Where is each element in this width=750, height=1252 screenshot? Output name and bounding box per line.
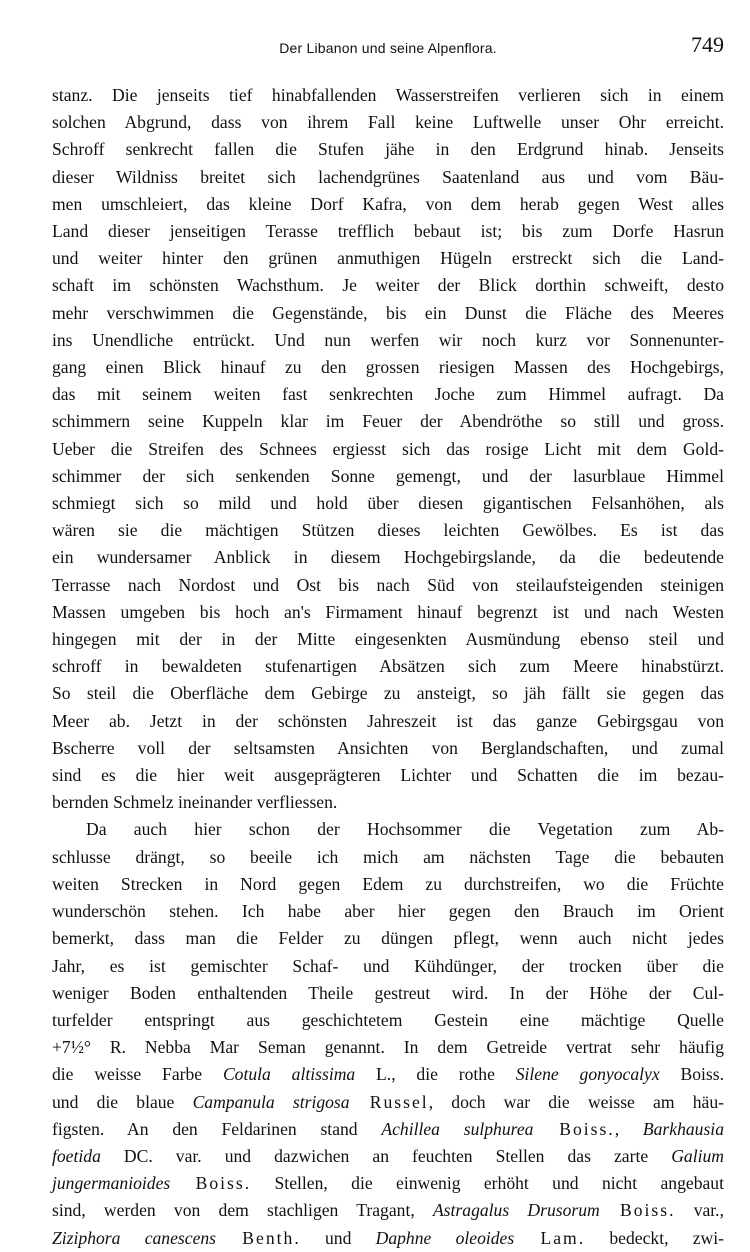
text-line: Schroff senkrecht fallen die Stufen jähe in den Erdgrund hinab. Jenseits [52, 139, 724, 160]
text-line [52, 1143, 724, 1170]
text-line: schlusse drängt, so beeile ich mich am nächsten Tage die bebauten [52, 846, 724, 867]
species-name: Achillea sulphurea [381, 1118, 534, 1139]
text-line: mehr verschwimmen die Gegenstände, bis ein Dunst die Fläche des Meeres [52, 302, 724, 323]
text-line: Terrasse nach Nordost und Ost bis nach Süd von steilaufsteigenden steinigen [52, 574, 724, 595]
text-run: und die blaue [52, 1091, 193, 1112]
text-line: wunderschön stehen. Ich habe aber hier gegen den Brauch im Orient [52, 901, 724, 922]
text-line: schimmer der sich senkenden Sonne gemengt, und der lasurblaue Himmel [52, 465, 724, 486]
text-line: Land dieser jenseitigen Terasse trefflich bebaut ist; bis zum Dorfe Hasrun [52, 221, 724, 242]
author-abbrev: Russel [349, 1091, 429, 1112]
text-line: gang einen Blick hinauf zu den grossen riesigen Massen des Hochgebirgs, [52, 357, 724, 378]
paragraph-2 [52, 816, 724, 1251]
text-line: das mit seinem weiten fast senkrechten Joche zum Himmel aufragt. Da [52, 384, 724, 405]
text-run: , doch war die weisse am häu- [428, 1091, 724, 1112]
species-name: foetida [52, 1145, 101, 1166]
text-line: Massen umgeben bis hoch an's Firmament hinauf begrenzt ist und nach Westen [52, 601, 724, 622]
running-title: Der Libanon und seine Alpenflora. [279, 40, 497, 56]
text-line: men umschleiert, das kleine Dorf Kafra, von dem herab gegen West alles [52, 193, 724, 214]
paragraph-1 [52, 82, 724, 816]
species-name: jungermanioides [52, 1173, 171, 1194]
text-line: sind es die hier weit ausgeprägteren Lichter und Schatten die im bezau- [52, 765, 724, 786]
text-line: schaft im schönsten Wachsthum. Je weiter der Blick dorthin schweift, desto [52, 275, 724, 296]
species-name: Campanula strigosa [192, 1091, 350, 1112]
text-line: hingegen mit der in der Mitte eingesenkten Ausmündung ebenso steil und [52, 629, 724, 650]
text-line: stanz. Die jenseits tief hinabfallenden Wasserstreifen verlieren sich in einem [52, 85, 724, 105]
text-line: wären sie die mächtigen Stützen dieses leichten Gewölbes. Es ist das [52, 520, 724, 541]
text-run: bedeckt, zwi- [585, 1227, 725, 1248]
page-header [52, 30, 724, 70]
author-abbrev: Benth. [216, 1227, 301, 1248]
text-line: schimmern seine Kuppeln klar im Feuer der Abendröthe so still und gross. [52, 411, 724, 432]
text-line: So steil die Oberfläche dem Gebirge zu ansteigt, so jäh fällt sie gegen das [52, 683, 724, 704]
text-line: Jahr, es ist gemischter Schaf- und Kühdünger, der trocken über die [52, 955, 724, 976]
page-number: 749 [691, 32, 724, 57]
text-run: L., die rothe [355, 1064, 516, 1085]
text-line: bernden Schmelz ineinander verfliessen. [52, 792, 338, 813]
author-abbrev: Boiss. [170, 1173, 252, 1194]
text-run: sind, werden von dem stachligen Tragant, [52, 1200, 433, 1221]
text-line: turfelder entspringt aus geschichtetem Gestein eine mächtige Quelle [52, 1009, 724, 1030]
text-line: dieser Wildniss breitet sich lachendgrünes Saatenland aus und vom Bäu- [52, 166, 724, 187]
text-line [52, 1116, 724, 1143]
text-run: Stellen, die einwenig erhöht und nicht angebaut [251, 1173, 724, 1194]
text-line: weiten Strecken in Nord gegen Edem zu durchstreifen, wo die Früchte [52, 873, 724, 894]
species-name: Silene gonyocalyx [515, 1064, 660, 1085]
text-line [52, 1170, 724, 1197]
book-page [52, 30, 724, 1252]
text-line [52, 1225, 724, 1252]
text-line [52, 1061, 724, 1088]
body-text [52, 82, 724, 1252]
species-name: Ziziphora canescens [52, 1227, 217, 1248]
text-run: die weisse Farbe [52, 1064, 223, 1085]
author-abbrev: Lam. [514, 1227, 586, 1248]
text-run: DC. var. und dazwichen an feuchten Stellen das zarte [100, 1145, 672, 1166]
text-run: und [300, 1227, 376, 1248]
text-run: , [614, 1118, 643, 1139]
text-line [52, 1089, 724, 1116]
text-line: bemerkt, dass man die Felder zu düngen pflegt, wenn auch nicht jedes [52, 928, 724, 949]
species-name: Barkhausia [642, 1118, 724, 1139]
text-line: schmiegt sich so mild und hold über diesen gigantischen Felsanhöhen, als [52, 493, 724, 514]
text-run: figsten. An den Feldarinen stand [52, 1118, 382, 1139]
text-line: +7½° R. Nebba Mar Seman genannt. In dem Getreide vertrat sehr häufig [52, 1037, 724, 1058]
text-line: ein wundersamer Anblick in diesem Hochgebirgslande, da die bedeutende [52, 547, 724, 568]
text-line: ins Unendliche entrückt. Und nun werfen wir noch kurz vor Sonnenunter- [52, 329, 724, 350]
text-line: Bscherre voll der seltsamsten Ansichten von Berglandschaften, und zumal [52, 737, 724, 758]
author-abbrev: Boiss. [599, 1200, 676, 1221]
text-line: weniger Boden enthaltenden Theile gestreut wird. In der Höhe der Cul- [52, 982, 724, 1003]
text-line: Da auch hier schon der Hochsommer die Vegetation zum Ab- [86, 819, 724, 840]
text-line: solchen Abgrund, dass von ihrem Fall keine Luftwelle unser Ohr erreicht. [52, 112, 724, 133]
species-name: Cotula altissima [222, 1064, 356, 1085]
text-line: Ueber die Streifen des Schnees ergiesst sich das rosige Licht mit dem Gold- [52, 438, 724, 459]
author-abbrev: Boiss. [533, 1118, 615, 1139]
text-run: var., [675, 1200, 724, 1221]
text-line: schroff in bewaldeten stufenartigen Absätzen sich zum Meere hinabstürzt. [52, 656, 724, 677]
author-abbrev: Boiss. [659, 1064, 724, 1085]
text-line: und weiter hinter den grünen anmuthigen Hügeln erstreckt sich die Land- [52, 248, 724, 269]
species-name: Daphne oleoides [375, 1227, 515, 1248]
species-name: Astragalus Drusorum [432, 1200, 600, 1221]
species-name: Galium [671, 1145, 724, 1166]
text-line [52, 1197, 724, 1224]
text-line: Meer ab. Jetzt in der schönsten Jahreszeit ist das ganze Gebirgsgau von [52, 710, 724, 731]
